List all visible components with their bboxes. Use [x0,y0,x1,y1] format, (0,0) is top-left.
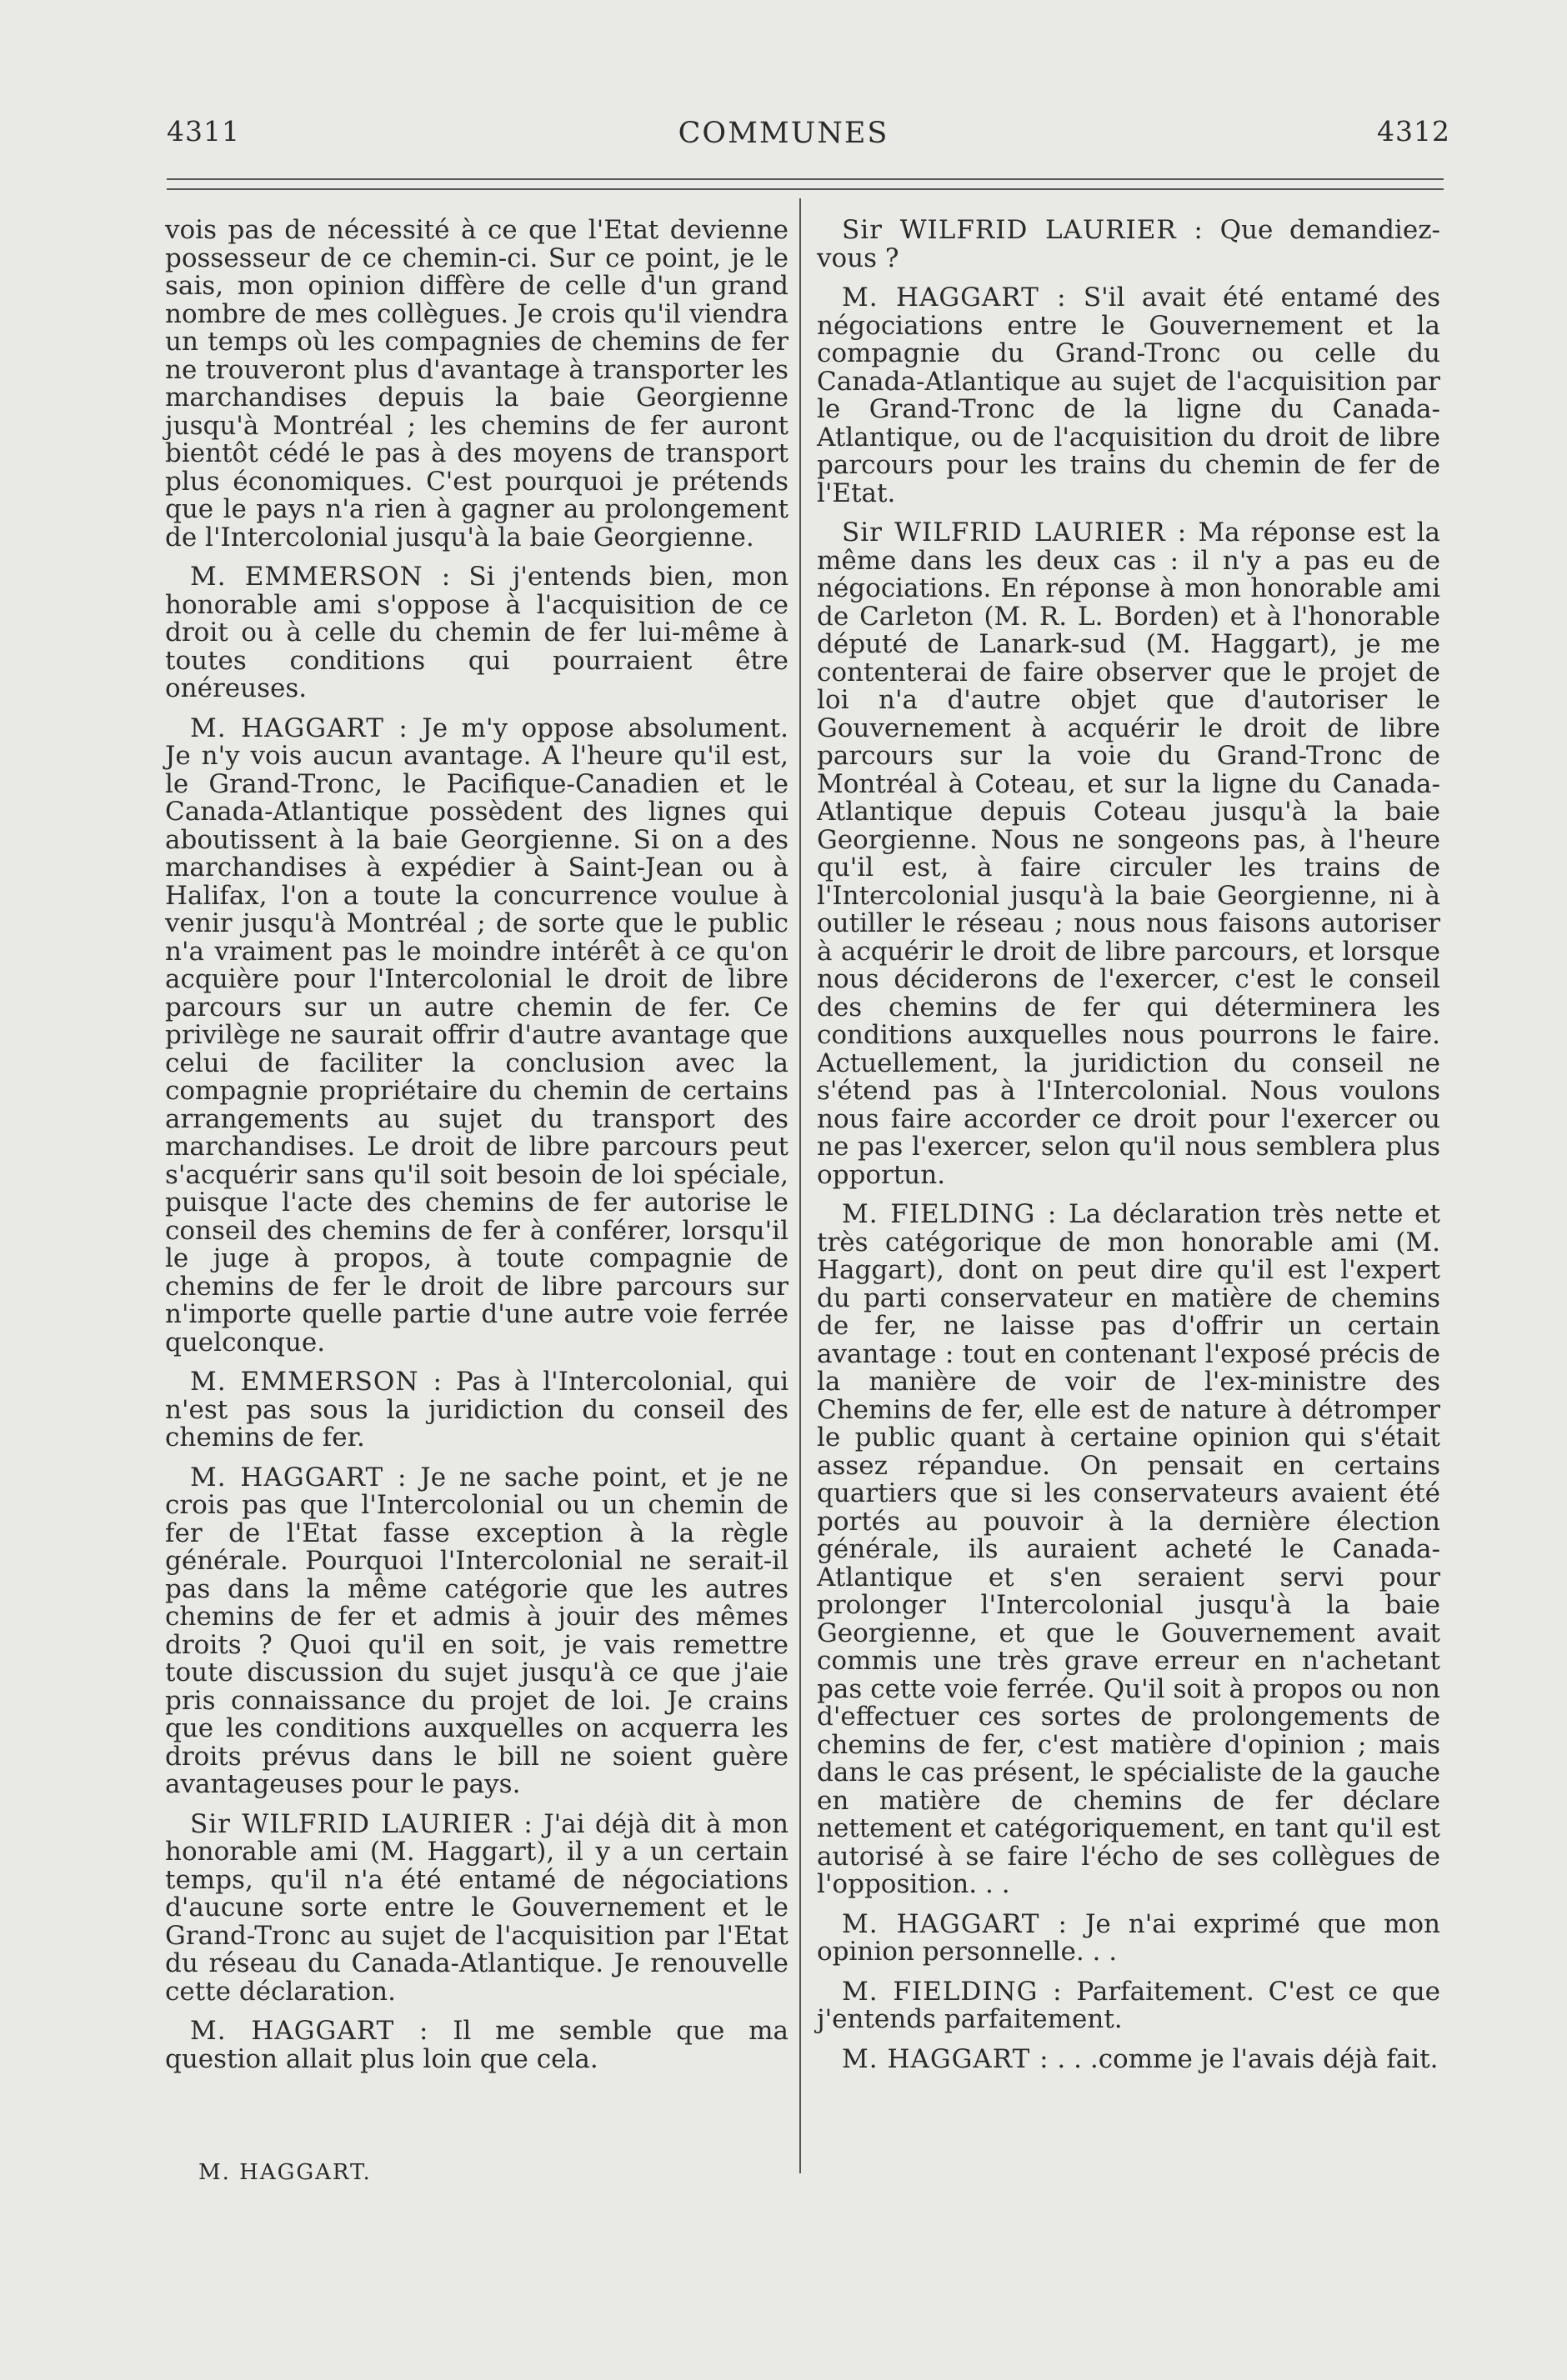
footer-catchword: M. HAGGART. [198,2160,372,2185]
paragraph [165,2018,789,2073]
paragraph [165,563,789,703]
paragraph [165,1808,789,2007]
paragraph-text: . . .comme je l'avais déjà fait. [1057,2043,1439,2074]
column-divider [799,198,801,2173]
speaker-name: Sir WILFRID LAURIER : [842,215,1204,245]
paragraph-text: Parfaitement. C'est ce que j'entends parfaitement. [817,1976,1440,2034]
paragraph-text: Je m'y oppose absolument. Je n'y vois aucun avantage. A l'heure qu'il est, le Grand-Tronc, le Pacifique-Canadien et le Canada-Atlantique possèdent des lignes qui aboutissent à la baie Georgienne. Si on a des marchandises à expédier à Saint-Jean ou à Halifax, l'on a toute la concurrence voulue à venir jusqu'à Montréal ; de sorte que le public n'a vraiment pas le moindre intérêt à ce qu'on acquière pour l'Intercolonial le droit de libre parcours sur un autre chemin de fer. Ce privilège ne saurait offrir d'autre avantage que celui de faciliter la conclusion avec la compagnie propriétaire du chemin de certains arrangements au sujet du transport des marchandises. Le droit de libre parcours peut s'acquérir sans qu'il soit besoin de loi spéciale, puisque l'acte des chemins de fer autorise le conseil des chemins de fer à conférer, lorsqu'il le juge à propos, à toute compagnie de chemins de fer le droit de libre parcours sur n'importe quelle partie d'une autre voie ferrée quelconque. [165,712,789,1358]
paragraph [817,2043,1440,2074]
paragraph-text: vois pas de nécessité à ce que l'Etat devienne possesseur de ce chemin-ci. Sur ce point, je le sais, mon opinion diffère de celle d'un grand nombre de mes collègues. Je crois qu'il viendra un temps où les compagnies de chemins de fer ne trouveront plus d'avantage à transporter les marchandises depuis la baie Georgienne jusqu'à Montréal ; les chemins de fer auront bientôt cédé le pas à des moyens de transport plus économiques. C'est pourquoi je prétends que le pays n'a rien à gagner au prolongement de l'Intercolonial jusqu'à la baie Georgienne. [165,215,789,552]
speaker-name: M. FIELDING : [842,1199,1058,1229]
paragraph [165,1368,789,1452]
paragraph-text: Je n'ai exprimé que mon opinion personnelle. . . [817,1908,1441,1967]
paragraph-text: Il me semble que ma question allait plus loin que cela. [165,2016,789,2074]
header-rule-bottom [167,188,1444,190]
speaker-name: M. HAGGART : [190,2016,429,2046]
paragraph-text: J'ai déjà dit à mon honorable ami (M. Haggart), il y a un certain temps, qu'il n'a été entamé de négociations d'aucune sorte entre le Gouvernement et le Grand-Tronc au sujet de l'acquisition par l'Etat du réseau du Canada-Atlantique. Je renouvelle cette déclaration. [165,1808,789,2007]
paragraph-text: Si j'entends bien, mon honorable ami s'oppose à l'acquisition de ce droit ou à celle du chemin de fer lui-même à toutes conditions qui pourraient être onéreuses. [165,562,789,703]
paragraph-text: Que demandiez-vous ? [817,215,1440,273]
paragraph [817,519,1440,1189]
speaker-name: M. HAGGART : [190,712,408,743]
paragraph-text: Pas à l'Intercolonial, qui n'est pas sous la juridiction du conseil des chemins de fer. [165,1367,789,1452]
paragraph [817,1908,1441,1967]
paragraph-text: Ma réponse est la même dans les deux cas : il n'y a pas eu de négociations. En réponse à mon honorable ami de Carleton (M. R. L. Borden) et à l'honorable député de Lanark-sud (M. Haggart), je me contenterai de faire observer que le projet de loi n'a d'autre objet que d'autoriser le Gouvernement à acquérir le droit de libre parcours sur la voie du Grand-Tronc de Montréal à Coteau, et sur la ligne du Canada-Atlantique depuis Coteau jusqu'à la baie Georgienne. Nous ne songeons pas, à l'heure qu'il est, à faire circuler les trains de l'Intercolonial jusqu'à la baie Georgienne, ni à outiller le réseau ; nous nous faisons autoriser à acquérir le droit de libre parcours, et lorsque nous déciderons de l'exercer, c'est le conseil des chemins de fer qui déterminera les conditions auxquelles nous pourrons le faire. Actuellement, la juridiction du conseil ne s'étend pas à l'Intercolonial. Nous voulons nous faire accorder ce droit pour l'exercer ou ne pas l'exercer, selon qu'il nous semblera plus opportun. [817,518,1440,1190]
speaker-name: M. HAGGART : [190,1462,408,1492]
speaker-name: M. EMMERSON : [190,1367,443,1397]
speaker-name: Sir WILFRID LAURIER : [190,1808,533,1839]
paragraph [817,1978,1440,2034]
speaker-name: M. HAGGART : [842,1908,1068,1939]
paragraph-text: La déclaration très nette et très catégorique de mon honorable ami (M. Haggart), dont on peut dire qu'il est l'expert du parti conservateur en matière de chemins de fer, ne laisse pas d'offrir un certain avantage : tout en contenant l'exposé précis de la manière de voir de l'ex-ministre des Chemins de fer, elle est de nature à détromper le public quant à certaine opinion qui s'était assez répandue. On pensait en certains quartiers que si les conservateurs avaient été portés au pouvoir à la dernière élection générale, ils auraient acheté le Canada-Atlantique et s'en seraient servi pour prolonger l'Intercolonial jusqu'à la baie Georgienne, et que le Gouvernement avait commis une très grave erreur en n'achetant pas cette voie ferrée. Qu'il soit à propos ou non d'effectuer ces sortes de prolongements de chemins de fer, c'est matière d'opinion ; mais dans le cas présent, le spécialiste de la gauche en matière de chemins de fer déclare nettement et catégoriquement, en tant qu'il est autorisé à se faire l'écho de ses collègues de l'opposition. . . [817,1199,1440,1899]
speaker-name: Sir WILFRID LAURIER : [842,518,1188,548]
speaker-name: M. HAGGART : [842,282,1067,312]
right-page-number: 4312 [1377,115,1450,148]
right-column [817,217,1440,2085]
paragraph [817,217,1440,272]
paragraph [165,1464,789,1799]
paragraph [165,217,789,552]
speaker-name: M. EMMERSON : [190,562,452,592]
left-page-number: 4311 [167,115,240,148]
header-rule-top [167,178,1444,180]
speaker-name: M. FIELDING : [842,1976,1063,2007]
paragraph [165,712,789,1358]
speaker-name: M. HAGGART : [842,2043,1049,2074]
paragraph-text: Je ne sache point, et je ne crois pas que l'Intercolonial ou un chemin de fer de l'Etat fasse exception à la règle générale. Pourquoi l'Intercolonial ne serait-il pas dans la même catégorie que les autres chemins de fer et admis à jouir des mêmes droits ? Quoi qu'il en soit, je vais remettre toute discussion du sujet jusqu'à ce que j'aie pris connaissance du projet de loi. Je crains que les conditions auxquelles on acquerra les droits prévus dans le bill ne soient guère avantageuses pour le pays. [165,1462,789,1799]
paragraph [817,284,1440,508]
paragraph-text: S'il avait été entamé des négociations entre le Gouvernement et la compagnie du Grand-Tronc ou celle du Canada-Atlantique au sujet de l'acquisition par le Grand-Tronc de la ligne du Canada-Atlantique, ou de l'acquisition du droit de libre parcours pour les trains du chemin de fer de l'Etat. [817,282,1441,508]
paragraph [817,1201,1440,1899]
left-column [165,217,789,2085]
page-title: COMMUNES [678,117,889,150]
